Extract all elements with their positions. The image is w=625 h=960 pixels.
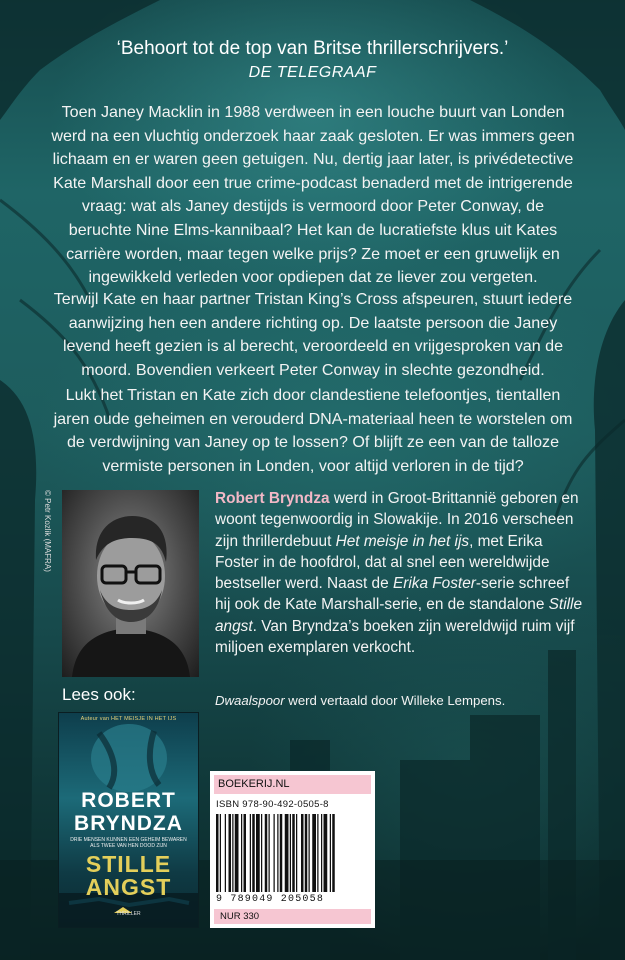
barcode-bar [277,814,278,892]
blurb-paragraph-2 [48,288,578,382]
translator-text: werd vertaald door Willeke Lempens. [284,693,506,708]
text-line: levend heeft gezien is al berecht, veroordeeld en vrijgesproken van de [62,337,564,356]
text-line: vermiste personen in Londen, voor altijd verloren in de tijd? [102,456,524,475]
text-line: de verdwijning van Janey op te lossen? Of blijft ze een van de talloze [66,433,560,452]
review-quote: ‘Behoort tot de top van Britse thrillerschrijvers.’ [116,38,509,59]
barcode-digits: 9 789049 205058 [216,894,325,905]
barcode-bar [317,814,318,892]
barcode-bar [312,814,316,892]
also-read-book-cover [58,712,199,928]
barcode-bar [269,814,270,892]
barcode-bar [296,814,297,892]
text-line: aanwijzing hen een andere richting op. De laatste persoon die Janey [68,313,558,332]
author-portrait-illustration [62,490,199,677]
barcode-bar [265,814,268,892]
barcode-bar [216,814,219,892]
barcode-bar [220,814,221,892]
book-author-last: BRYNDZA [74,812,183,835]
translated-book-title: Dwaalspoor [215,693,285,708]
barcode-bar [225,814,226,892]
text-line: beruchte Nine Elms-kannibaal? Het kan de lucratiefste klus uit Kates [68,220,558,239]
barcode-bar [324,814,328,892]
book-tagline: DRIE MENSEN KUNNEN EEN GEHEIM BEWAREN ALS TWEE VAN HEN DOOD ZIJN [70,837,187,849]
text-line: Toen Janey Macklin in 1988 verdween in een louche buurt van Londen [61,103,565,121]
bio-text: werd in Groot-Brittannië geboren en woont tegenwoordig in Slowakije. In 2016 verscheen zijn thrillerdebuut [215,490,579,550]
book-author-first: ROBERT [81,789,176,812]
translator-credit [215,693,505,708]
barcode-bar [332,814,335,892]
text-line: jaren oude geheimen en verouderd DNA-materiaal heen te worstelen om [53,409,573,428]
barcode-bar [229,814,232,892]
barcode-bar [280,814,283,892]
barcode-bar [274,814,275,892]
bio-text: . Van Bryndza’s boeken zijn wereldwijd ruim vijf miljoen exemplaren verkocht. [215,617,575,657]
barcode-bar [235,814,239,892]
bio-book-title: Stille angst [215,596,583,635]
isbn-text: ISBN 978-90-492-0505-8 [216,799,329,810]
text-line: Terwijl Kate en haar partner Tristan King’s Cross afspeuren, stuurt iedere [53,290,573,308]
barcode-bar [285,814,289,892]
barcode-bar [292,814,295,892]
photo-credit-text: © Petr Kozlik (MAFRA) [43,490,52,572]
author-photo [62,490,199,677]
book-top-line: Auteur van HET MEISJE IN HET IJS [80,716,177,722]
text-line: ingewikkeld verleden voor opdiepen dat ze liever zou vergeten. [88,268,538,287]
barcode-bar [330,814,331,892]
barcode-bar [301,814,304,892]
text-line: moord. Bovendien verkeert Peter Conway in slechte gezondheid. [81,360,545,379]
text-line: lichaam en er waren geen getuigen. Nu, dertig jaar later, is privédetective [52,150,574,169]
barcode-bar [250,814,251,892]
blurb-paragraph-1 [48,101,578,290]
barcode-bar [261,814,262,892]
text-line: carrière worden, maar tegen welke prijs? Ze moet er een gruwelijk en [66,244,560,263]
barcode-bar [241,814,242,892]
barcode-bar [290,814,291,892]
bio-book-title: Het meisje in het ijs [335,532,470,550]
text-line: Lukt het Tristan en Kate zich door clandestiene telefoontjes, tientallen [65,386,561,404]
book-title-line-2: ANGST [85,874,172,900]
bio-series-title: Erika Foster [392,575,476,593]
book-title-line-1: STILLE [85,851,172,877]
barcode-bar [321,814,322,892]
text-line: werd na een vluchtig onderzoek haar zaak gesloten. Er was immers geen [51,126,575,145]
barcode-bar [309,814,310,892]
also-read-label: Lees ook: [62,685,136,704]
publisher-site: BOEKERIJ.NL [214,775,371,794]
barcode-bar [252,814,255,892]
author-bio [215,488,585,658]
bio-text: , met Erika Foster in de hoofdrol, dat al snel een wereldwijde bestseller werd. Naast de [215,532,550,593]
text-line: Kate Marshall door een true crime-podcast benaderd met de intrigerende [53,173,573,192]
text-line: vraag: wat als Janey destijds is vermoord door Peter Conway, de [81,197,545,216]
review-source: DE TELEGRAAF [248,64,377,81]
book-genre: THRILLER [116,911,141,917]
bio-text: -serie schreef hij ook de Kate Marshall-serie, en de standalone [215,575,570,614]
barcode-bar [256,814,260,892]
blurb-paragraph-3 [48,384,578,478]
barcode-bars [216,814,369,892]
nur-code: NUR 330 [214,909,371,924]
barcode-bar [232,814,233,892]
photo-credit [40,490,54,677]
barcode-bar [305,814,308,892]
barcode-box [210,771,375,928]
barcode-bar [244,814,247,892]
author-name: Robert Bryndza [215,490,330,507]
